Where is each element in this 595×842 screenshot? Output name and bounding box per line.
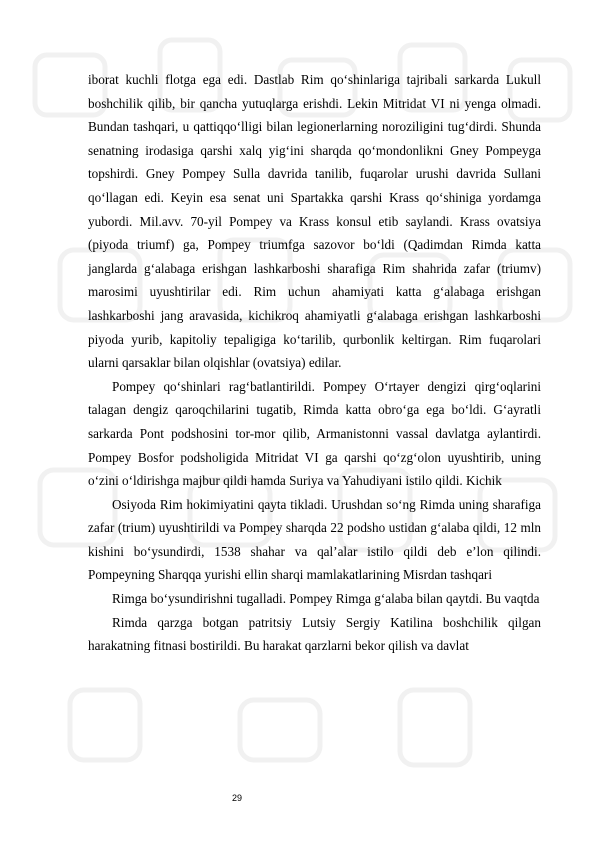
paragraph: iborat kuchli flotga ega edi. Dastlab Rim qo‘shinlariga tajribali sarkarda Lukull boshchilik qilib, bir qancha yutuqlarga erishdi. Lekin Mitridat VI ni yenga olmadi. Bundan tashqari, u qattiqqo‘lligi bilan legionerlarning noroziligini tug‘dirdi. Shunda senatning irodasiga qarshi xalq yig‘ini sharqda qo‘mondonlikni Gney Pompeyga topshirdi. Gney Pompey Sulla davrida tanilib, fuqarolar urushi davrida Sullani qo‘llagan edi. Keyin esa senat uni Spartakka qarshi Krass qo‘shiniga yordamga yubordi. Mil.avv. 70-yil Pompey va Krass konsul etib saylandi. Krass ovatsiya (piyoda triumf) ga, Pompey triumfga sazovor bo‘ldi (Qadimdan Rimda katta janglarda g‘alabaga erishgan lashkarboshi sharafiga Rim shahrida zafar (triumv) marosimi uyushtirilar edi. Rim uchun ahamiyati katta g‘alabaga erishgan lashkarboshi jang aravasida, kichikroq ahamiyatli g‘alabaga erishgan lashkarboshi piyoda yurib, kapitoliy tepaligiga ko‘tarilib, qurbonlik keltirgan. Rim fuqarolari ularni qarsaklar bilan olqishlar (ovatsiya) edilar. — [88, 72, 541, 371]
page-number: 29 — [232, 793, 243, 803]
paragraph: Osiyoda Rim hokimiyatini qayta tikladi. Urushdan so‘ng Rimda uning sharafiga zafar (trium) uyushtirildi va Pompey sharqda 22 podsho ustidan g‘alaba qildi, 12 mln kishini bo‘ysundirdi, 1538 shahar va qal’alar istilo qildi deb e’lon qilindi. Pompeyning Sharqqa yurishi ellin sharqi mamlakatlarining Misrdan tashqari — [88, 496, 541, 583]
paragraph: Rimda qarzga botgan patritsiy Lutsiy Sergiy Katilina boshchilik qilgan harakatning fitnasi bostirildi. Bu harakat qarzlarni bekor qilish va davlat — [88, 614, 541, 654]
body-text — [88, 68, 541, 658]
paragraph: Pompey qo‘shinlari rag‘batlantirildi. Pompey O‘rtayer dengizi qirg‘oqlarini talagan dengiz qaroqchilarini tugatib, Rimda katta obro‘ga ega bo‘ldi. G‘ayratli sarkarda Pont podshosini tor-mor qilib, Armanistonni vassal davlatga aylantirdi. Pompey Bosfor podsholigida Mitridat VI ga qarshi qo‘zg‘olon uyushtirib, uning o‘zini o‘ldirishga majbur qildi hamda Suriya va Yahudiyani istilo qildi. Kichik — [88, 378, 541, 489]
paragraph: Rimga bo‘ysundirishni tugalladi. Pompey Rimga g‘alaba bilan qaytdi. Bu vaqtda — [112, 591, 540, 607]
